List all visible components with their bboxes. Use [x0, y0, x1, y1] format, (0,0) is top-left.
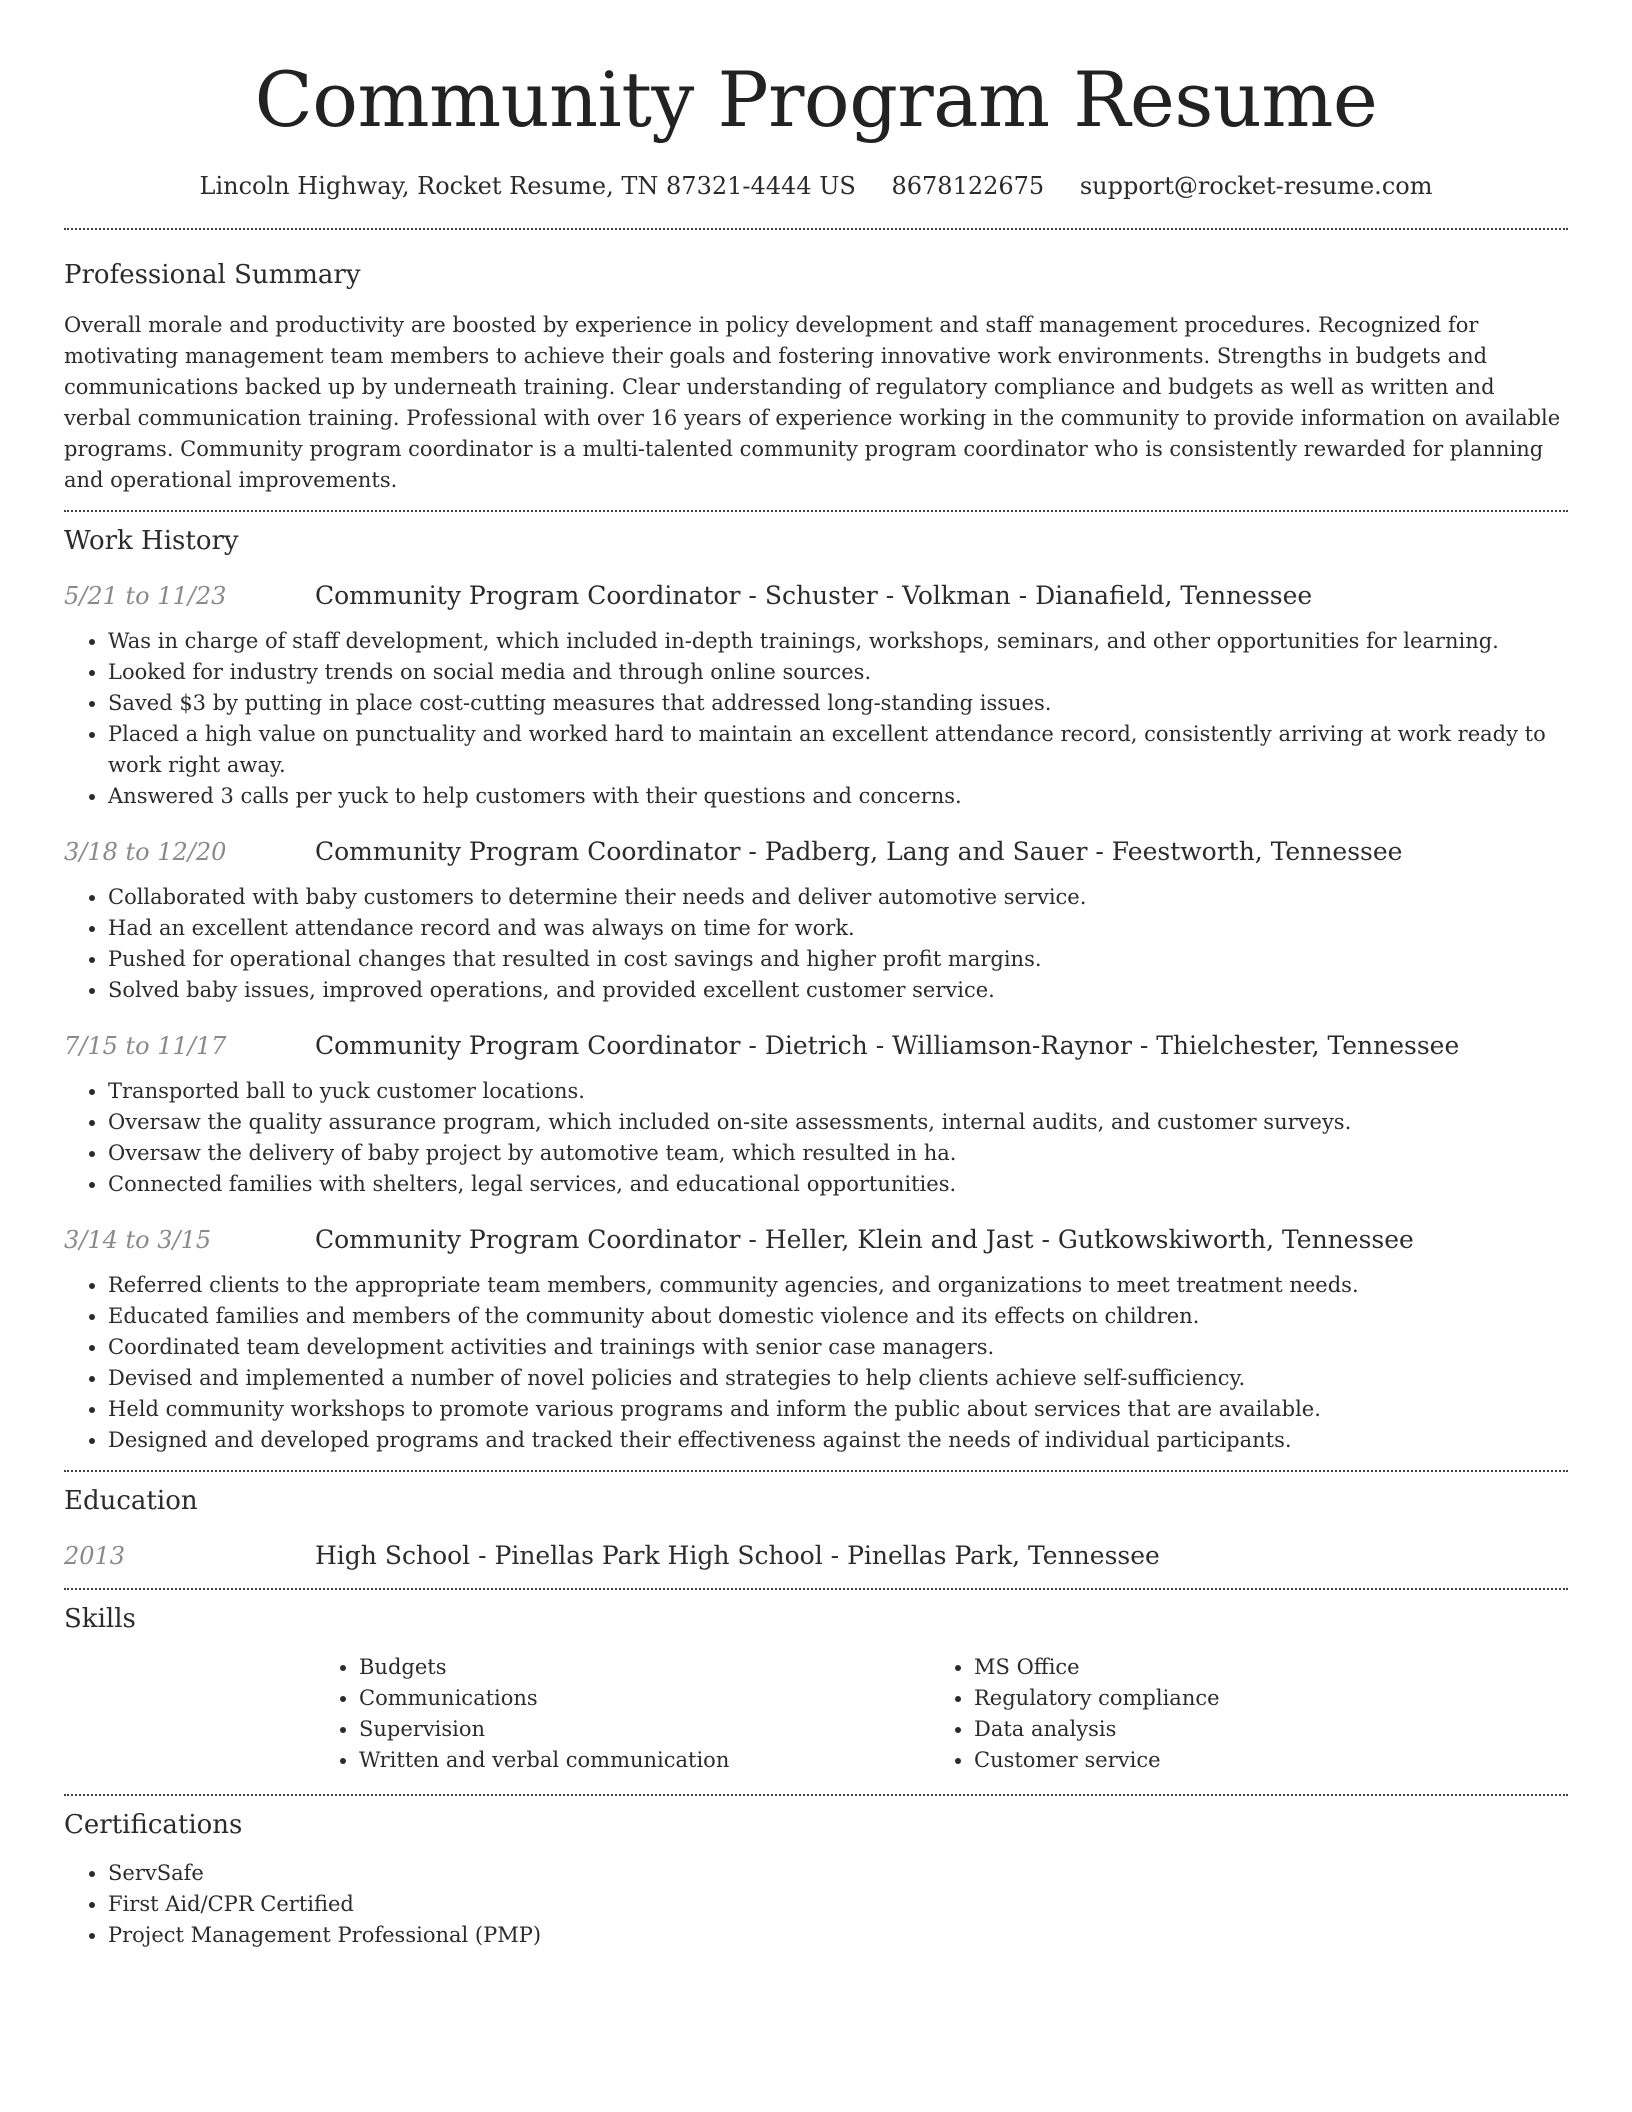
skills-list — [315, 1652, 1568, 1776]
education-year: 2013 — [64, 1542, 126, 1570]
skill-item: • Written and verbal communication — [359, 1745, 930, 1776]
job-dates: 3/18 to 12/20 — [64, 838, 227, 866]
certification-item: • First Aid/CPR Certified — [108, 1889, 1568, 1920]
list-item: • Held community workshops to promote various programs and inform the public about services that are available. — [108, 1394, 1568, 1425]
contact-address: Lincoln Highway, Rocket Resume, TN 87321-4444 US — [199, 172, 856, 200]
skill-item: • Budgets — [359, 1652, 930, 1683]
skills-column-left — [315, 1652, 930, 1776]
list-item: • Saved $3 by putting in place cost-cutting measures that addressed long-standing issues. — [108, 688, 1568, 719]
job-dates: 3/14 to 3/15 — [64, 1226, 212, 1254]
list-item: • Was in charge of staff development, which included in-depth trainings, workshops, seminars, and other opportunities for learning. — [108, 626, 1568, 657]
list-item: • Looked for industry trends on social media and through online sources. — [108, 657, 1568, 688]
list-item: • Designed and developed programs and tracked their effectiveness against the needs of individual participants. — [108, 1425, 1568, 1456]
skills-section — [64, 1590, 1568, 1776]
work-history-title: Work History — [64, 526, 239, 556]
summary-title: Professional Summary — [64, 260, 361, 290]
summary-text: Overall morale and productivity are boosted by experience in policy development and staff management procedures. Recognized for motivating management team members to achieve their goals and fostering innovative work environments. Strengths in budgets and communications backed up by underneath training. Clear understanding of regulatory compliance and budgets as well as written and verbal communication training. Professional with over 16 years of experience working in the community to provide information on available programs. Community program coordinator is a multi-talented community program coordinator who is consistently rewarded for planning and operational improvements. — [64, 313, 1561, 492]
job-heading: Community Program Coordinator - Padberg, Lang and Sauer - Feestworth, Tennessee — [315, 837, 1403, 866]
certifications-list — [64, 1858, 1568, 1951]
certifications-title: Certifications — [64, 1810, 243, 1840]
contact-email: support@rocket-resume.com — [1079, 172, 1433, 200]
skill-item: • Communications — [359, 1683, 930, 1714]
skills-column-right — [930, 1652, 1545, 1776]
list-item: • Connected families with shelters, legal services, and educational opportunities. — [108, 1169, 1568, 1200]
list-item: • Placed a high value on punctuality and worked hard to maintain an excellent attendance record, consistently arriving at work ready to work right away. — [108, 719, 1568, 781]
education-title: Education — [64, 1486, 198, 1516]
job-entry — [64, 1030, 1568, 1200]
job-dates: 5/21 to 11/23 — [64, 582, 227, 610]
list-item: • Pushed for operational changes that resulted in cost savings and higher profit margins. — [108, 944, 1568, 975]
resume-header — [64, 0, 1568, 202]
resume-name: Community Program Resume — [254, 55, 1378, 144]
skill-item: • MS Office — [974, 1652, 1545, 1683]
list-item: • Collaborated with baby customers to determine their needs and deliver automotive service. — [108, 882, 1568, 913]
contact-line — [64, 170, 1568, 202]
summary-section — [64, 230, 1568, 496]
job-bullets — [64, 1076, 1568, 1200]
certification-item: • ServSafe — [108, 1858, 1568, 1889]
list-item: • Answered 3 calls per yuck to help customers with their questions and concerns. — [108, 781, 1568, 812]
education-heading: High School - Pinellas Park High School - Pinellas Park, Tennessee — [315, 1541, 1160, 1570]
job-bullets — [64, 1270, 1568, 1456]
contact-phone: 8678122675 — [891, 172, 1045, 200]
list-item: • Had an excellent attendance record and was always on time for work. — [108, 913, 1568, 944]
skill-item: • Supervision — [359, 1714, 930, 1745]
list-item: • Devised and implemented a number of novel policies and strategies to help clients achieve self-sufficiency. — [108, 1363, 1568, 1394]
certifications-section — [64, 1796, 1568, 1951]
job-heading: Community Program Coordinator - Schuster - Volkman - Dianafield, Tennessee — [315, 581, 1313, 610]
job-heading: Community Program Coordinator - Dietrich - Williamson-Raynor - Thielchester, Tennessee — [315, 1031, 1460, 1060]
job-bullets — [64, 626, 1568, 812]
certification-item: • Project Management Professional (PMP) — [108, 1920, 1568, 1951]
job-entry — [64, 580, 1568, 812]
job-dates: 7/15 to 11/17 — [64, 1032, 227, 1060]
list-item: • Transported ball to yuck customer locations. — [108, 1076, 1568, 1107]
list-item: • Oversaw the delivery of baby project by automotive team, which resulted in ha. — [108, 1138, 1568, 1169]
skills-title: Skills — [64, 1604, 136, 1634]
job-heading: Community Program Coordinator - Heller, Klein and Jast - Gutkowskiworth, Tennessee — [315, 1225, 1414, 1254]
job-entry — [64, 836, 1568, 1006]
list-item: • Solved baby issues, improved operations, and provided excellent customer service. — [108, 975, 1568, 1006]
education-section — [64, 1472, 1568, 1588]
skill-item: • Regulatory compliance — [974, 1683, 1545, 1714]
job-bullets — [64, 882, 1568, 1006]
list-item: • Educated families and members of the community about domestic violence and its effects on children. — [108, 1301, 1568, 1332]
list-item: • Coordinated team development activities and trainings with senior case managers. — [108, 1332, 1568, 1363]
work-history-section — [64, 512, 1568, 1456]
list-item: • Oversaw the quality assurance program, which included on-site assessments, internal audits, and customer surveys. — [108, 1107, 1568, 1138]
list-item: • Referred clients to the appropriate team members, community agencies, and organizations to meet treatment needs. — [108, 1270, 1568, 1301]
job-entry — [64, 1224, 1568, 1456]
skill-item: • Data analysis — [974, 1714, 1545, 1745]
skill-item: • Customer service — [974, 1745, 1545, 1776]
